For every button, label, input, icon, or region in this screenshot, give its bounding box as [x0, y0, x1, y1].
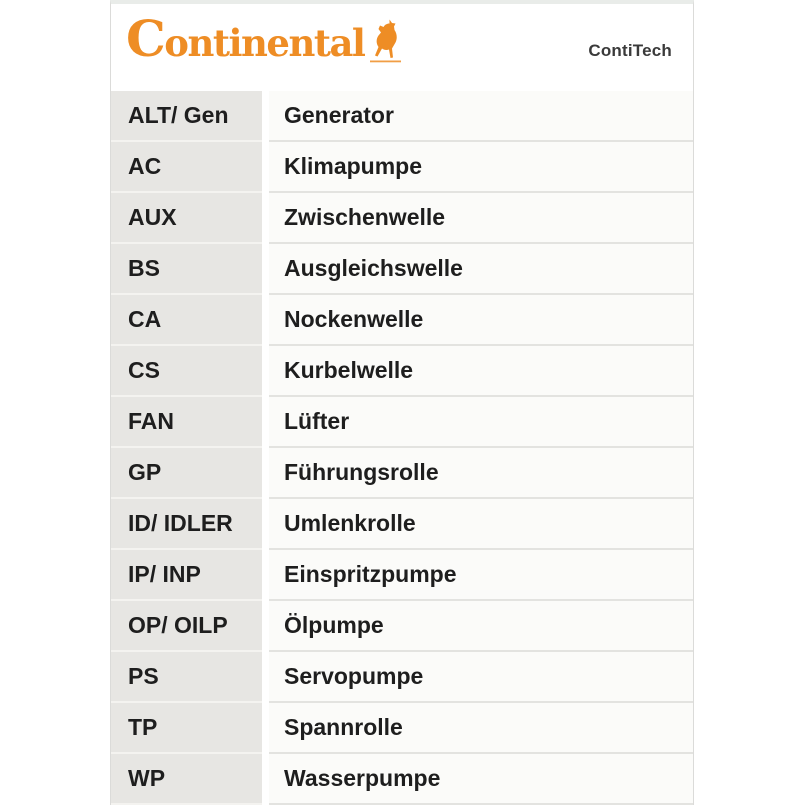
- table-row: [111, 346, 693, 397]
- abbreviation-cell: [111, 754, 262, 805]
- column-gutter: [262, 601, 269, 652]
- abbreviation-text: CS: [128, 357, 160, 383]
- abbreviation-text: BS: [128, 255, 160, 281]
- abbreviation-text: PS: [128, 663, 159, 689]
- table-row: [111, 448, 693, 499]
- abbreviation-cell: [111, 652, 262, 703]
- table-row: [111, 652, 693, 703]
- table-row: [111, 91, 693, 142]
- description-text: Lüfter: [284, 408, 350, 434]
- description-text: Spannrolle: [284, 714, 403, 740]
- abbreviation-text: ID/ IDLER: [128, 510, 233, 536]
- table-row: [111, 499, 693, 550]
- abbreviation-legend-card: [110, 0, 694, 805]
- table-row: [111, 397, 693, 448]
- abbreviation-text: AUX: [128, 204, 177, 230]
- table-row: [111, 703, 693, 754]
- table-row: [111, 754, 693, 805]
- column-gutter: [262, 703, 269, 754]
- description-text: Umlenkrolle: [284, 510, 416, 536]
- abbreviation-text: WP: [128, 765, 166, 791]
- brand-header: [111, 4, 693, 87]
- description-cell: [269, 193, 693, 244]
- abbreviation-text: CA: [128, 306, 162, 332]
- abbreviation-cell: [111, 550, 262, 601]
- abbreviation-text: FAN: [128, 408, 174, 434]
- abbreviation-text: GP: [128, 459, 162, 485]
- table-row: [111, 244, 693, 295]
- abbreviation-table: [111, 91, 693, 805]
- description-cell: [269, 601, 693, 652]
- abbreviation-cell: [111, 91, 262, 142]
- description-text: Ölpumpe: [284, 612, 384, 638]
- abbreviation-cell: [111, 193, 262, 244]
- table-row: [111, 142, 693, 193]
- column-gutter: [262, 346, 269, 397]
- table-row: [111, 193, 693, 244]
- table-row: [111, 601, 693, 652]
- abbreviation-cell: [111, 346, 262, 397]
- description-text: Zwischenwelle: [284, 204, 446, 230]
- column-gutter: [262, 193, 269, 244]
- description-cell: [269, 244, 693, 295]
- abbreviation-text: IP/ INP: [128, 561, 201, 587]
- description-cell: [269, 652, 693, 703]
- column-gutter: [262, 244, 269, 295]
- column-gutter: [262, 142, 269, 193]
- abbreviation-cell: [111, 601, 262, 652]
- description-text: Ausgleichswelle: [284, 255, 463, 281]
- description-cell: [269, 448, 693, 499]
- horse-icon: [368, 18, 402, 69]
- description-text: Einspritzpumpe: [284, 561, 457, 587]
- abbreviation-cell: [111, 142, 262, 193]
- abbreviation-text: ALT/ Gen: [128, 102, 229, 128]
- continental-logo: [126, 10, 402, 72]
- abbreviation-text: OP/ OILP: [128, 612, 228, 638]
- column-gutter: [262, 91, 269, 142]
- description-cell: [269, 754, 693, 805]
- description-cell: [269, 295, 693, 346]
- description-cell: [269, 346, 693, 397]
- table-row: [111, 295, 693, 346]
- description-cell: [269, 703, 693, 754]
- description-cell: [269, 397, 693, 448]
- abbreviation-cell: [111, 448, 262, 499]
- column-gutter: [262, 397, 269, 448]
- column-gutter: [262, 295, 269, 346]
- description-text: Generator: [284, 102, 394, 128]
- description-text: Nockenwelle: [284, 306, 424, 332]
- description-cell: [269, 91, 693, 142]
- description-cell: [269, 499, 693, 550]
- table-row: [111, 550, 693, 601]
- column-gutter: [262, 550, 269, 601]
- continental-wordmark: Continental: [126, 9, 365, 68]
- description-text: Servopumpe: [284, 663, 424, 689]
- description-text: Kurbelwelle: [284, 357, 414, 383]
- abbreviation-cell: [111, 244, 262, 295]
- description-cell: [269, 142, 693, 193]
- description-text: Wasserpumpe: [284, 765, 441, 791]
- column-gutter: [262, 754, 269, 805]
- abbreviation-cell: [111, 397, 262, 448]
- abbreviation-cell: [111, 499, 262, 550]
- column-gutter: [262, 652, 269, 703]
- column-gutter: [262, 499, 269, 550]
- description-cell: [269, 550, 693, 601]
- description-text: Klimapumpe: [284, 153, 423, 179]
- description-text: Führungsrolle: [284, 459, 439, 485]
- abbreviation-text: TP: [128, 714, 158, 740]
- abbreviation-cell: [111, 703, 262, 754]
- contitech-label: ContiTech: [588, 41, 672, 60]
- abbreviation-text: AC: [128, 153, 162, 179]
- abbreviation-cell: [111, 295, 262, 346]
- column-gutter: [262, 448, 269, 499]
